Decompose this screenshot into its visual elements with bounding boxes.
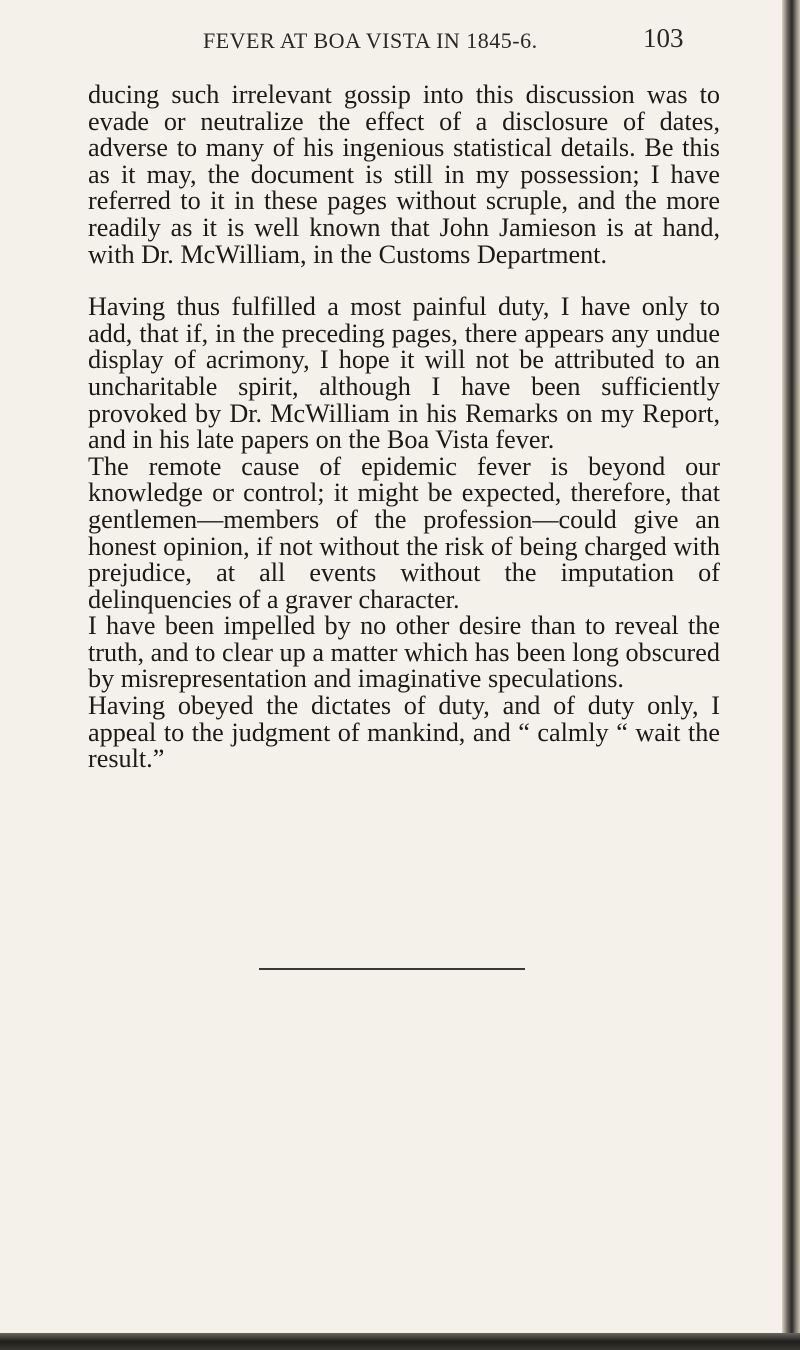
page-number: 103: [643, 23, 684, 53]
page-edge-bottom: [0, 1333, 800, 1350]
paragraph-remote-cause: The remote cause of epidemic fever is beyond our knowledge or control; it might be expected, therefore, that gentlemen—members of the profession—could give an honest opinion, if not without the risk of being charged with prejudice, at all events without the imputation of delinquencies of a graver character.: [88, 451, 720, 614]
closing-rule: [259, 968, 525, 970]
body-text: [88, 82, 720, 773]
page-edge-right: [782, 0, 800, 1350]
paragraph-impelled: I have been impelled by no other desire than to reveal the truth, and to clear up a matter which has been long obscured by misrepresentation and imaginative speculations.: [88, 611, 720, 694]
paragraph-obeyed-dictates: Having obeyed the dictates of duty, and of duty only, I appeal to the judgment of mankind, and “ calmly “ wait the result.”: [88, 691, 720, 774]
paragraph-continuation: ducing such irrelevant gossip into this discussion was to evade or neutralize the effect of a disclosure of dates, adverse to many of his ingenious statistical details. Be this as it may, the document is still in my possession; I have referred to it in these pages without scruple, and the more readily as it is well known that John Jamieson is at hand, with Dr. McWilliam, in the Customs Department.: [88, 80, 720, 269]
running-head: FEVER AT BOA VISTA IN 1845-6.: [203, 28, 538, 53]
paragraph-fulfilled-duty: Having thus fulfilled a most painful duty, I have only to add, that if, in the preceding pages, there appears any undue display of acrimony, I hope it will not be attributed to an uncharitable spirit, although I have been sufficiently provoked by Dr. McWilliam in his Remarks on my Report, and in his late papers on the Boa Vista fever.: [88, 292, 720, 455]
